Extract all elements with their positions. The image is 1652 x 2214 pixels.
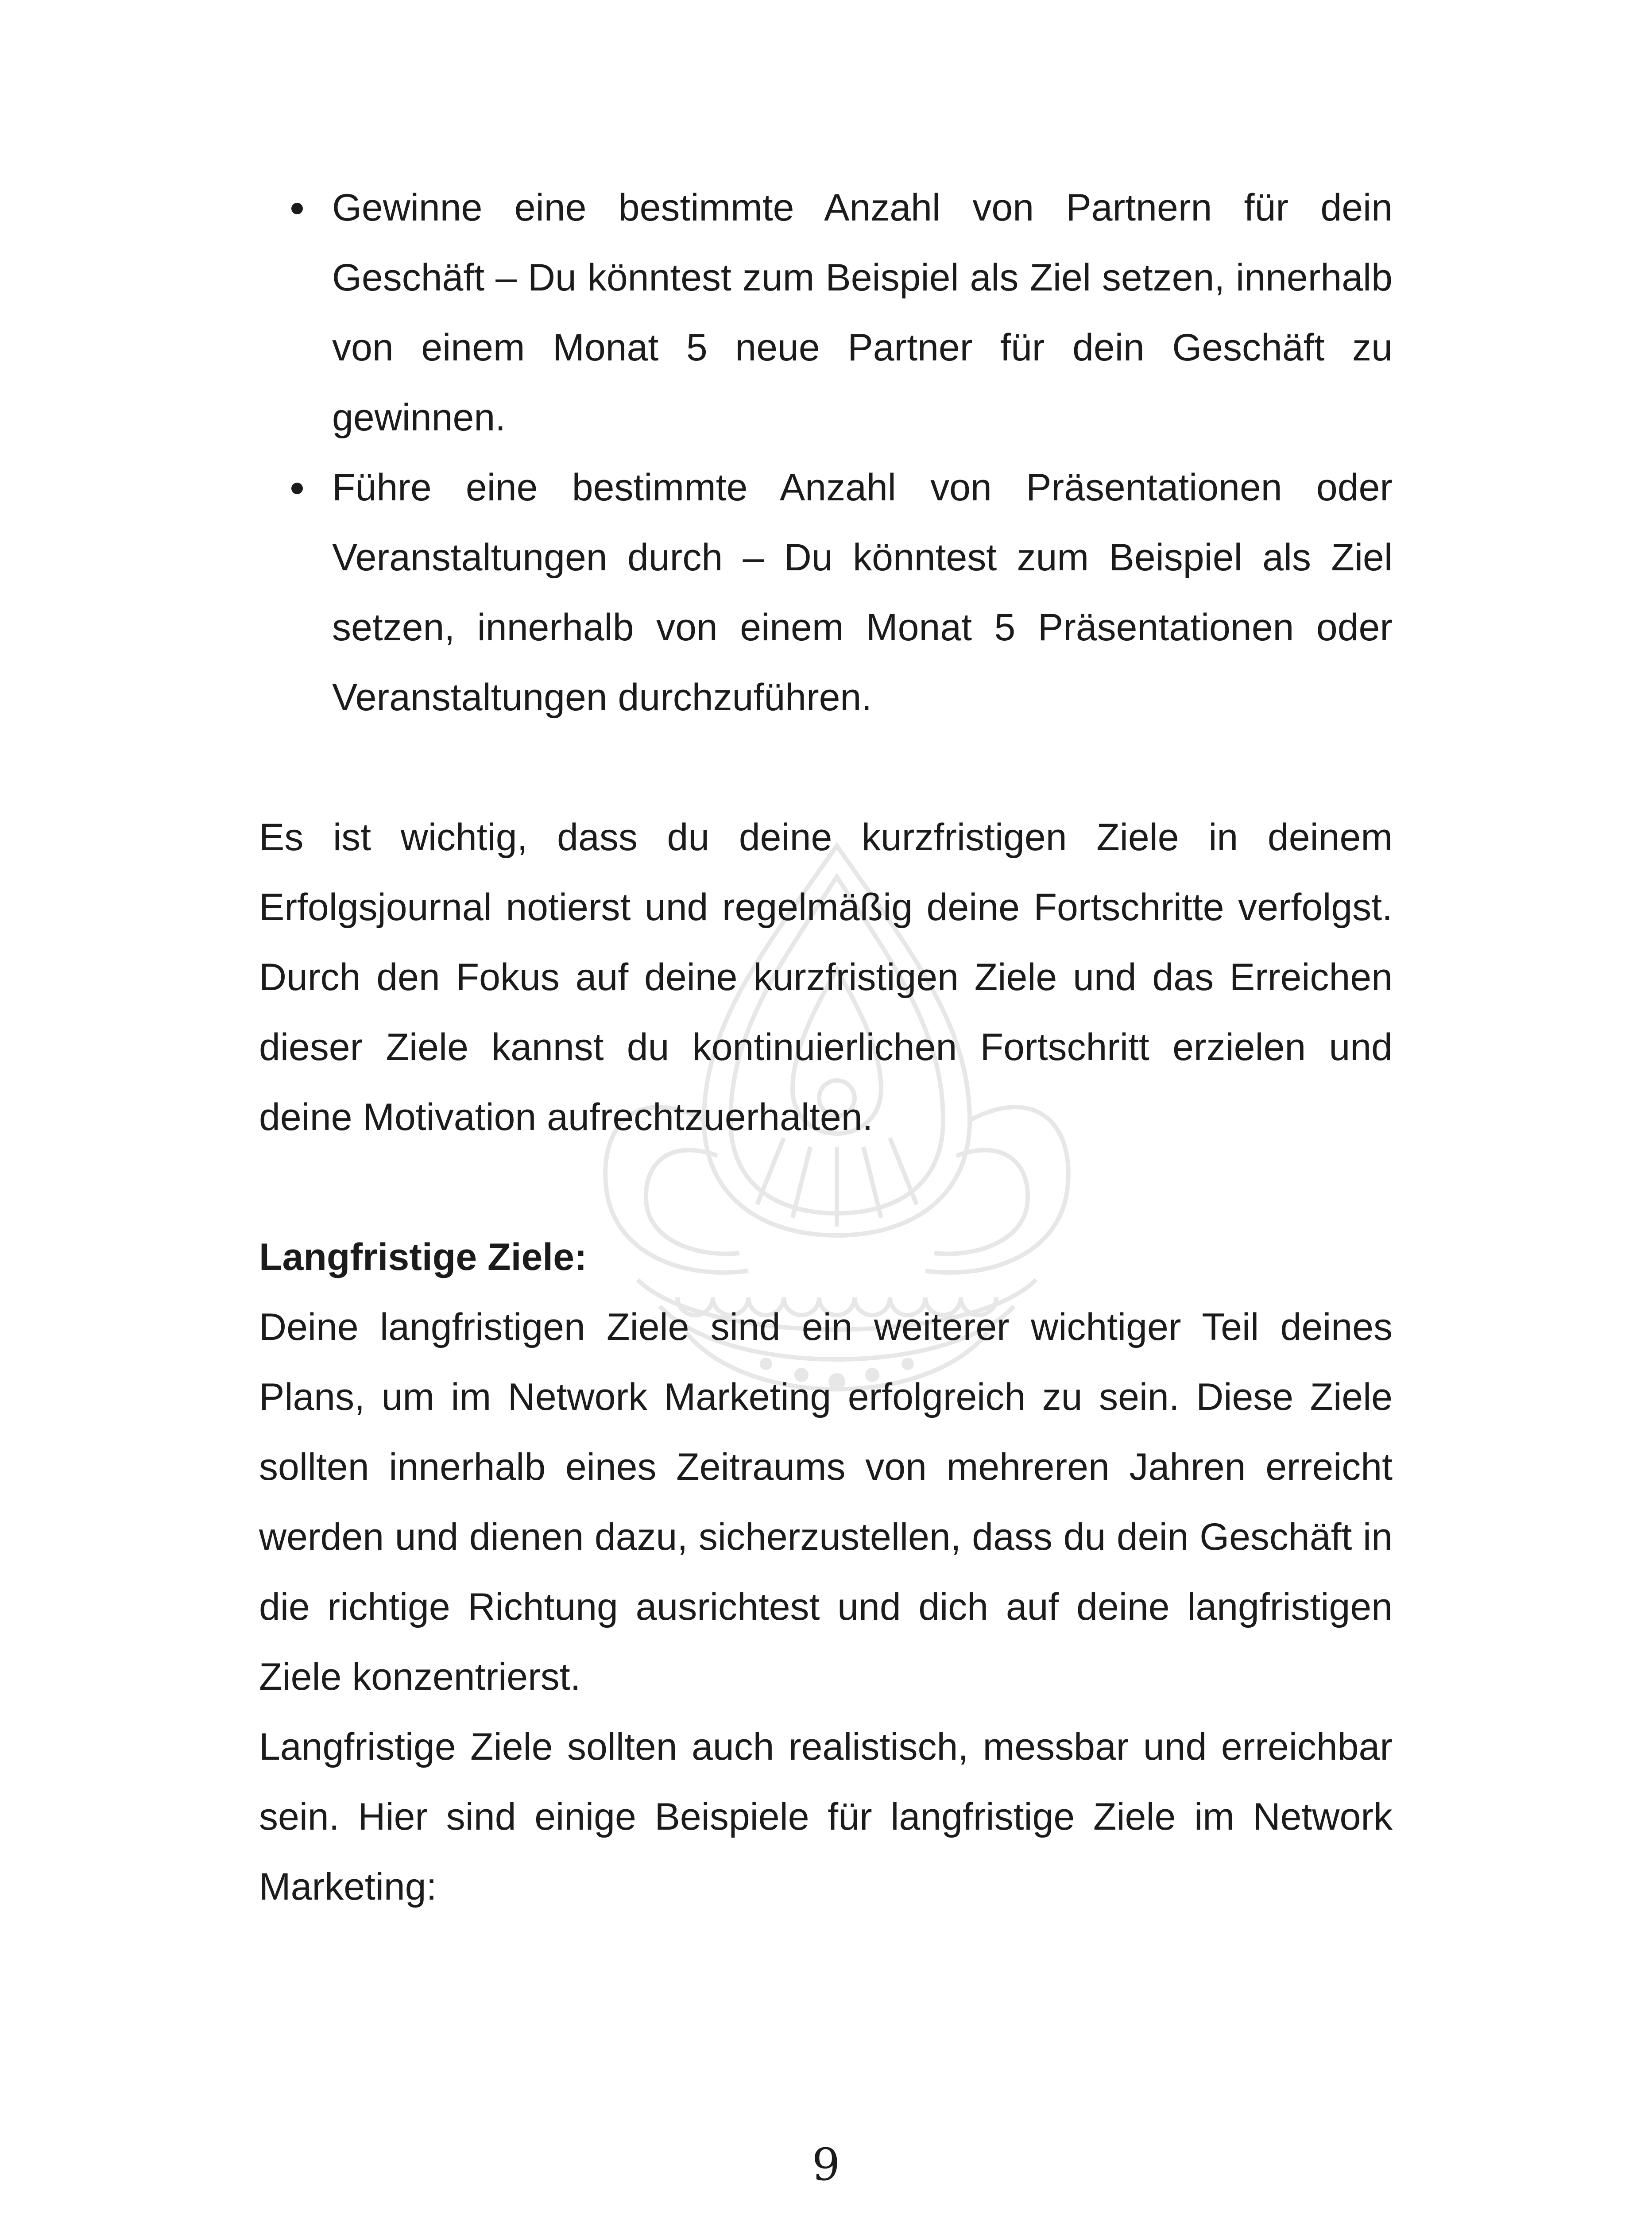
- page-number: 9: [812, 2139, 840, 2191]
- long-term-paragraph-2: Langfristige Ziele sollten auch realistisch, messbar und erreichbar sein. Hier sind einige Beispiele für langfristige Ziele im Network Marketing:: [259, 1726, 1393, 1908]
- long-term-paragraph-1: Deine langfristigen Ziele sind ein weiterer wichtiger Teil deines Plans, um im Network Marketing erfolgreich zu sein. Diese Ziele sollten innerhalb eines Zeitraums von mehreren Jahren erreicht werden und dienen dazu, sicherzustellen, dass du dein Geschäft in die richtige Richtung ausrichtest und dich auf deine langfristigen Ziele konzentrierst.: [259, 1306, 1393, 1698]
- page-content: [259, 173, 1393, 1922]
- list-item: Führe eine bestimmte Anzahl von Präsentationen oder Veranstaltungen durch – Du könntest zum Beispiel als Ziel setzen, innerhalb von einem Monat 5 Präsentationen oder Veranstaltungen durchzuführen.: [332, 453, 1393, 732]
- short-term-paragraph: Es ist wichtig, dass du deine kurzfristigen Ziele in deinem Erfolgsjournal notierst und regelmäßig deine Fortschritte verfolgst. Durch den Fokus auf deine kurzfristigen Ziele und das Erreichen dieser Ziele kannst du kontinuierlichen Fortschritt erzielen und deine Motivation aufrechtzuerhalten.: [259, 816, 1393, 1138]
- spacer: [259, 732, 1393, 802]
- spacer: [259, 1152, 1393, 1222]
- section-heading: Langfristige Ziele:: [259, 1236, 587, 1278]
- list-item: Gewinne eine bestimmte Anzahl von Partnern für dein Geschäft – Du könntest zum Beispiel als Ziel setzen, innerhalb von einem Monat 5 neue Partner für dein Geschäft zu gewinnen.: [332, 173, 1393, 453]
- goal-examples-list: [259, 173, 1393, 732]
